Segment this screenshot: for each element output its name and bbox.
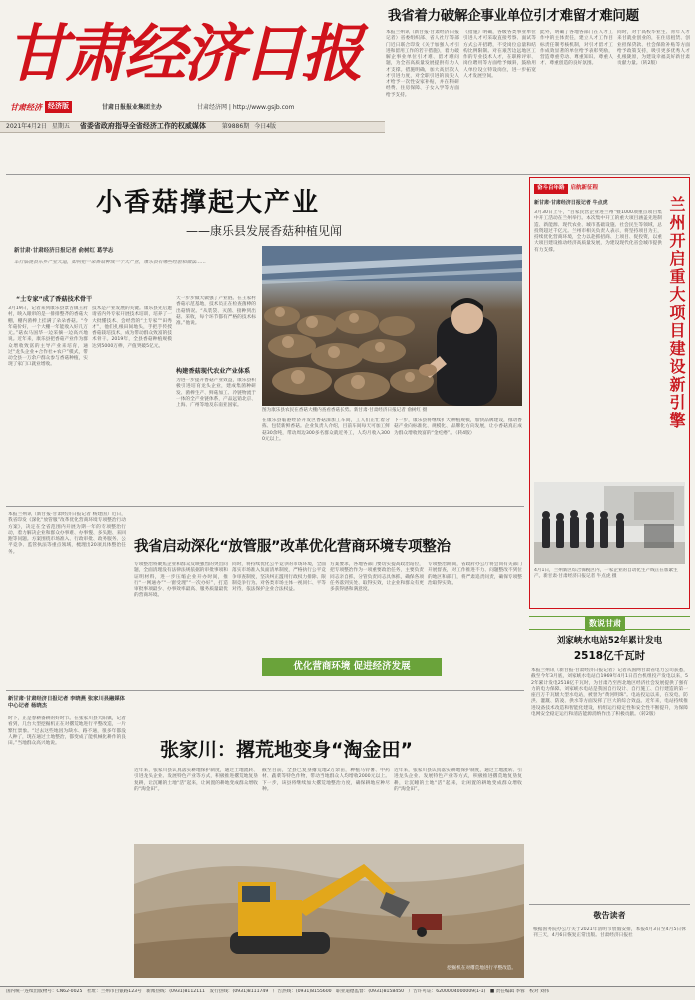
business-env-col5: 专项整治期间，省政府办公厅将会同有关部门开展督查，对工作推进不力、问题整改不到位的地区和部门，将严肃追责问责，确保专项整治取得实效。	[428, 562, 522, 586]
lanzhou-headline: 兰州开启重大项目建设新引擎	[667, 196, 686, 430]
data-box-title-bar	[529, 616, 690, 630]
divider	[6, 174, 690, 175]
top-story-col1: 本报兰州讯（新甘报·甘肃经济日报记者）省委组织部、省人社厅等部门近日联合印发《关于加强人才引进和留用工作的若干措施》，着力破解企事业单位引才难、留才难问题，为全省高质量发展提供有力人才支撑。措施明确，加大高层次人才引进力度，对全职引进的顶尖人才给予一次性安家补贴，并在科研经费、住房保障、子女入学等方面给予支持。	[386, 30, 459, 98]
lanzhou-body: 3月30日上午，“百家民营企业进兰州”暨1000项重点项目集中开工活动在兰州举行。本次集中开工的重大项目涵盖先进制造、新能源、现代农业、城市基础设施、社会民生等领域，总投资超过千亿元。兰州市相关负责人表示，将坚持项目为王，持续优化营商环境，全力以赴抓招商、上项目、促投资，以重大项目建设推动经济高质量发展，为建设现代化省会城市提供有力支撑。	[534, 210, 662, 253]
issue-number: 第9886期	[221, 123, 250, 131]
business-env-col1: 本报兰州讯（新甘报·甘肃经济日报记者 杨建国）近日，我省印发《深化“放管服”改革优化营商环境专项整治行动方案》，决定在全省范围内开展为期一年的专项整治行动，着力解决企业和群众办事难、办事慢、多头跑、来回跑等问题。方案围绕市场准入、行政审批、政务服务、公平竞争、监管执法等重点领域，梳理出20项具体整治任务。	[8, 512, 126, 555]
data-box-figure: 2518亿千瓦时	[573, 650, 646, 662]
business-env-story	[6, 508, 524, 688]
divider	[6, 506, 524, 507]
business-env-banner	[262, 658, 442, 676]
top-story-col2: 《措施》明确，各级各类事业单位引进人才可采取直接考察、面试等方式公开招聘，不受岗位总量和结构比例限制。对在艰苦边远地区工作的专业技术人才，在职称评审、岗位聘用等方面给予倾斜，鼓励用人单位设立特设岗位，进一步拓宽人才发展空间。	[463, 30, 536, 79]
mini-logo	[10, 101, 72, 113]
feature-lede: 车行临洮县东乡产业大道，如何把一朵香菇种成一个大产业，康乐县有哪些经验和做法……	[14, 260, 206, 265]
business-env-col2: 专项整治将聚焦企业和群众反映强烈的突出问题，全面清理没有法律法规依据的审批事项和证明材料，进一步压缩企业开办时间，推行“一网通办”“一窗受理”“一次办好”，打造审批事项最少、办事效率最高、服务质量最优的营商环境。	[134, 562, 228, 599]
feature-story	[6, 178, 524, 503]
data-box-subtitle: 刘家峡水电站52年累计发电	[556, 636, 663, 646]
lanzhou-byline: 新甘肃·甘肃经济日报记者 牛点虎	[534, 200, 608, 206]
feature-section-1: “土专家”成了香菇技术骨干	[16, 296, 93, 303]
top-story-headline: 我省着力破解企事业单位引才难留才难问题	[388, 8, 639, 24]
feature-body-1: 3月19日，记者来到康乐县景古镇王府村，映入眼帘的是一排排整齐的香菇大棚，棚内菌棒上挂满了朵朵香菇。“今年菇价好，一个大棚一年能收入好几万元。”菇农马国华一边采摘一边高兴地说。近年来，康乐县把香菇产业作为群众增收致富的主导产业来培育，通过“龙头企业+合作社+农户”模式，带动全县一万余户群众参与香菇种植，实现了家门口就业增收。	[8, 306, 88, 368]
data-box	[529, 612, 690, 902]
business-env-banner-text: 优化营商环境 促进经济发展	[293, 660, 411, 672]
zhangjiachuan-story	[6, 692, 524, 982]
website: 甘肃经济网 | http://www.gsjb.com	[197, 104, 295, 111]
kicker-tag-2: 启航新征程	[570, 185, 599, 192]
zhangjiachuan-body-1: 时下，正是春耕备耕的好时节。在张家川县大阳镇，记者看到，几台大型挖掘机正在对撂荒地进行平整改造，一片繁忙景象。“过去这些地因为缺水、路不通，很多年都没人种了，现在通过土地整治，都变成了能机械化耕作的良田。”当地群众高兴地说。	[8, 716, 126, 746]
lanzhou-photo	[534, 482, 685, 564]
excavator-photo	[134, 844, 524, 978]
feature-subhead: ——康乐县发展香菇种植见闻	[186, 224, 343, 238]
publisher: 甘肃日报报业集团主办	[102, 104, 163, 111]
business-env-col3: 同时，将持续优化公平竞争的市场环境，全面落实市场准入负面清单制度，严格执行公平竞争审查制度，坚决纠正滥用行政权力排除、限制竞争行为。对各类市场主体一视同仁、平等对待，依法保护企业合法权益。	[232, 562, 326, 592]
factory-visit-illustration	[534, 482, 685, 564]
footer-text: 国内统一连续出版物号：CN62-0025 社址：兰州市白银路123号 新闻热线：(0931)8112111 发行热线：(0931)8111749 广告热线：(0931)8155600 职业道德监督：(0931)8158450 广告许可证：6200004000009(1-1) ■ 责任编辑 李蓉 校对 刘伟	[6, 989, 550, 994]
lanzhou-photo-caption: 4月1日，兰州新区综合保税区内，一家企业的自动化生产线正在加紧生产。新甘肃·甘肃经济日报记者 牛点虎 摄	[534, 568, 678, 580]
feature-body-2: 技术是产业发展的关键。康乐县先后邀请省内外专家开展技术培训，培养了一大批懂技术、会经营的“土专家”“田秀才”，他们扎根田间地头，手把手传授香菇栽培技术，成为带动群众致富的技术骨干。2019年，全县香菇种植规模达到5000万棒，产值突破5亿元。	[92, 306, 172, 349]
dateline-bar	[0, 121, 385, 133]
weekday: 星期五	[51, 123, 70, 131]
excavator-photo-caption: 挖掘机在对撂荒地进行平整改造。	[447, 966, 516, 971]
mini-logo-text: 甘肃经济	[10, 101, 42, 112]
feature-body-3: 天一步步做大做强了产业链。在王家村香菇示范基地，技术员正在检查菌棒的出菇情况。“从装袋、灭菌、接种到出菇、采收，每个环节都有严格的技术标准。”他说。	[176, 296, 256, 326]
zhangjiachuan-byline: 新甘肃·甘肃经济日报记者 李晓燕 张家川县融媒体中心记者 杨晓杰	[8, 696, 125, 710]
zhangjiachuan-headline: 张家川：撂荒地变身“淘金田”	[160, 739, 413, 761]
business-env-col4: 方案要求，各地各部门要切实提高政治站位，把专项整治作为一项重要政治任务，主要负责同志亲自抓，分管负责同志具体抓，确保各项任务落到实处、取得实效，让企业和群众有更多获得感和满意度。	[330, 562, 424, 592]
feature-body-4: 为进一步提升香菇产业效益，康乐县积极引进培育龙头企业，建成集菌种研发、菌棒生产、鲜菇加工、冷链物流于一体的全产业链体系，产品远销北京、上海、广州等地及东南亚国家。	[176, 378, 256, 408]
feature-byline: 新甘肃·甘肃经济日报记者 俞树红 葛学志	[14, 248, 114, 254]
lanzhou-kicker	[534, 184, 598, 194]
excavator-illustration	[134, 844, 524, 978]
mushroom-photo	[262, 246, 522, 406]
footer	[0, 986, 695, 1000]
divider	[6, 690, 524, 691]
top-story-col3: 此外，明确了各地各部门在人才工作中的主体责任，建立人才工作目标责任制考核机制，对引才留才工作成效显著的单位给予表彰奖励，营造尊重劳动、尊重知识、尊重人才、尊重创造的良好氛围。	[540, 30, 613, 67]
zhangjiachuan-body-3: 截至目前，全县已复垦撂荒地2万余亩，种植马铃薯、中药材、蔬菜等特色作物，带动当地群众人均增收2000元以上。下一步，该县将继续加大撂荒地整治力度，确保耕地应种尽种。	[262, 768, 390, 792]
lanzhou-story	[529, 177, 690, 609]
zhangjiachuan-body-4: 近年来，张家川县认真落实耕地保护制度，通过土地流转、引进龙头企业、发展特色产业等方式，积极推进撂荒地复垦复耕，让沉睡的土地“活”起来，让闲置的耕地变成群众增收的“淘金田”。	[394, 768, 522, 792]
notice-box	[529, 904, 690, 986]
kicker-tag-1: 奋斗百年路	[534, 184, 568, 193]
edition-label: 经济版	[45, 101, 72, 112]
notice-body: 根据国务院办公厅关于2021年清明节放假安排，本报4月3日至4月5日休刊三天，4月6日恢复正常出版。甘肃经济日报社	[533, 927, 686, 939]
data-box-body: 本报兰州讯（新甘报·甘肃经济日报记者）记者从国网甘肃省电力公司获悉，截至今年3月底，刘家峡水电站自1969年4月1日首台机组投产发电以来，52年累计发电2518亿千瓦时，为甘肃乃至西北地区经济社会发展提供了强有力的电力保障。刘家峡水电站是我国自行设计、自行施工、自行建造的第一座百万千瓦级大型水电站，被誉为“黄河明珠”。电站投运以来，在发电、防洪、灌溉、防凌、供水等方面发挥了巨大的综合效益。近年来，电站持续推进设备技术改造和智能化建设，机组运行稳定性和安全性不断提升，为保障电网安全稳定运行和清洁能源消纳作出了积极贡献。（转2版）	[531, 668, 688, 717]
feature-body-6: 下一步，康乐县将继续扩大种植规模，加快品牌建设，推动香菇产业向标准化、规模化、品牌化方向发展，让小香菇真正成为群众增收致富的“金疙瘩”。（转4版）	[394, 418, 522, 436]
mushroom-photo-caption: 图为康乐县农民在香菇大棚内查看香菇长势。新甘肃·甘肃经济日报记者 俞树红 摄	[262, 408, 428, 413]
top-story	[386, 0, 691, 172]
data-box-title: 数说甘肃	[585, 617, 625, 631]
date: 2021年4月2日	[6, 123, 47, 131]
masthead	[0, 0, 385, 134]
notice-title: 敬告读者	[593, 911, 626, 920]
feature-section-2: 构建香菇现代农业产业体系	[176, 368, 251, 375]
feature-headline: 小香菇撑起大产业	[96, 188, 321, 218]
zhangjiachuan-body-2: 近年来，张家川县认真落实耕地保护制度，通过土地流转、引进龙头企业、发展特色产业等方式，积极推进撂荒地复垦复耕，让沉睡的土地“活”起来，让闲置的耕地变成群众增收的“淘金田”。	[134, 768, 258, 792]
top-story-col4: 同时，对于高校毕业生、青年人才来甘就业创业的，在住房租赁、创业担保贷款、社会保险补贴等方面给予政策支持，吸引更多优秀人才扎根陇原，为建设幸福美好新甘肃贡献力量。（转2版）	[617, 30, 690, 67]
business-env-headline: 我省启动深化“放管服”改革优化营商环境专项整治	[134, 539, 451, 555]
mushroom-greenhouse-illustration	[262, 246, 522, 406]
page-count: 今日4版	[254, 123, 277, 131]
masthead-title: 甘肃经济日报	[6, 17, 361, 90]
feature-body-5: 在康乐县临港经济开发区香菇深加工车间，工人们正忙着分拣、包装新鲜香菇。企业负责人介绍，目前车间每天可加工鲜菇30余吨，带动周边300多名群众就近务工，人均月收入3000元以上。	[262, 418, 390, 442]
slogan: 省委省政府指导全省经济工作的权威媒体	[79, 122, 206, 131]
